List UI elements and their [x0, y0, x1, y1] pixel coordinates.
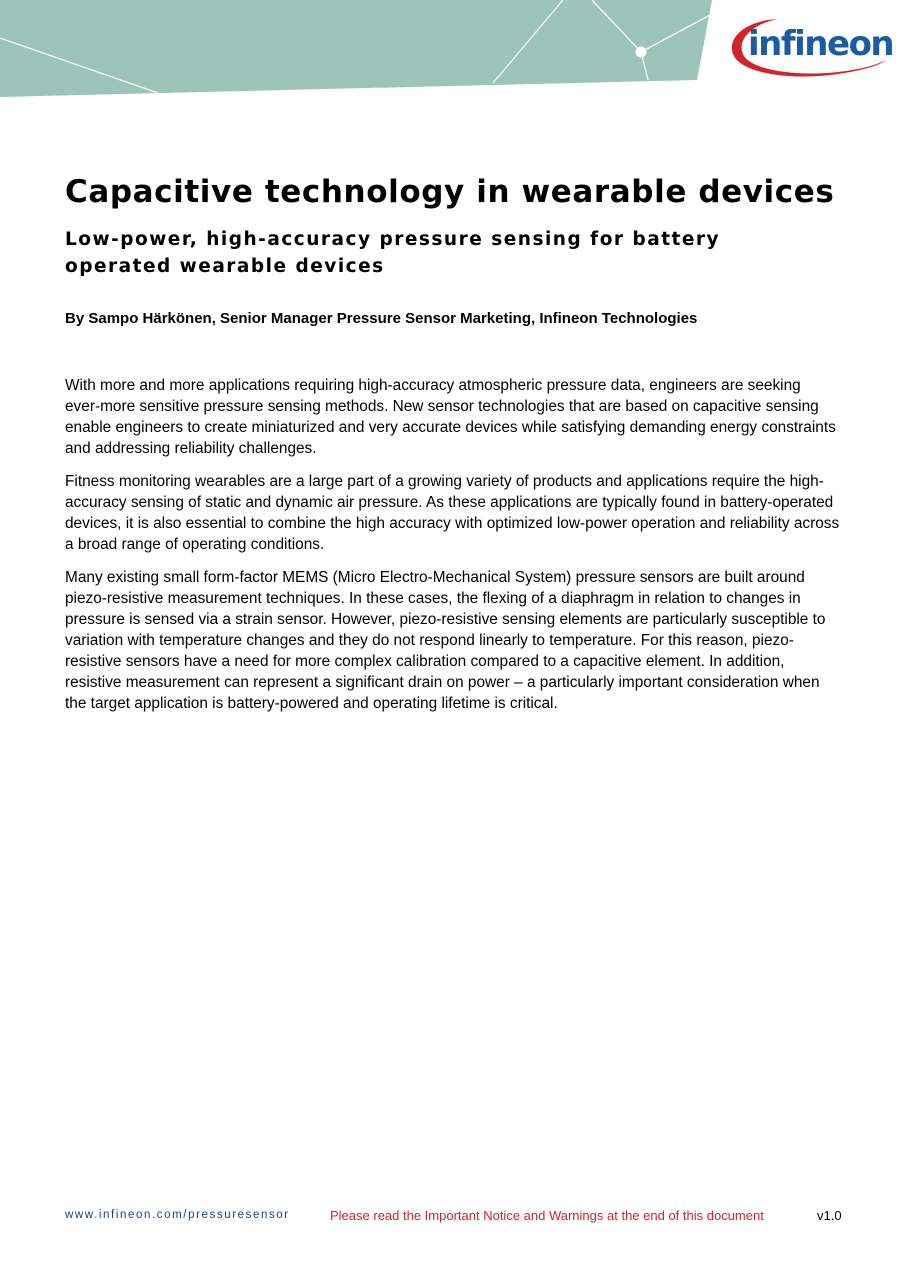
footer-notice: Please read the Important Notice and Warnings at the end of this document: [330, 1208, 764, 1223]
header-banner: [0, 0, 905, 110]
page-footer: [0, 1205, 905, 1227]
paragraph-intro: With more and more applications requiring high-accuracy atmospheric pressure data, engineers are seeking ever-more sensitive pressure sensing methods. New sensor technologies that are based on capacitive sensing enable engineers to create miniaturized and very accurate devices while satisfying demanding energy constraints and addressing reliability challenges.: [65, 377, 836, 457]
page-subtitle: Low-power, high-accuracy pressure sensing for battery operated wearable devices: [65, 229, 721, 277]
author-byline: By Sampo Härkönen, Senior Manager Pressure Sensor Marketing, Infineon Technologies: [65, 310, 698, 327]
paragraph-piezo-resistive: Many existing small form-factor MEMS (Micro Electro-Mechanical System) pressure sensors are built around piezo-resistive measurement techniques. In these cases, the flexing of a diaphragm in relation to changes in pressure is sensed via a strain sensor. However, piezo-resistive sensing elements are particularly susceptible to variation with temperature changes and they do not respond linearly to temperature. For this reason, piezo-resistive sensors have a need for more complex calibration compared to a capacitive element. In addition, resistive measurement can represent a significant drain on power – a particularly important consideration when the target application is battery-powered and operating lifetime is critical.: [65, 569, 826, 712]
paragraph-wearables: Fitness monitoring wearables are a large part of a growing variety of products and applications require the high-accuracy sensing of static and dynamic air pressure. As these applications are typically found in battery-operated devices, it is also essential to combine the high accuracy with optimized low-power operation and reliability across a broad range of operating conditions.: [65, 473, 840, 553]
infineon-logo: [728, 12, 894, 86]
page-title: Capacitive technology in wearable devices: [65, 174, 835, 210]
document-version: v1.0: [817, 1208, 842, 1223]
logo-wordmark: infineon: [748, 24, 894, 64]
footer-url-link[interactable]: www.infineon.com/pressuresensor: [65, 1209, 290, 1221]
article-body: [65, 375, 840, 726]
